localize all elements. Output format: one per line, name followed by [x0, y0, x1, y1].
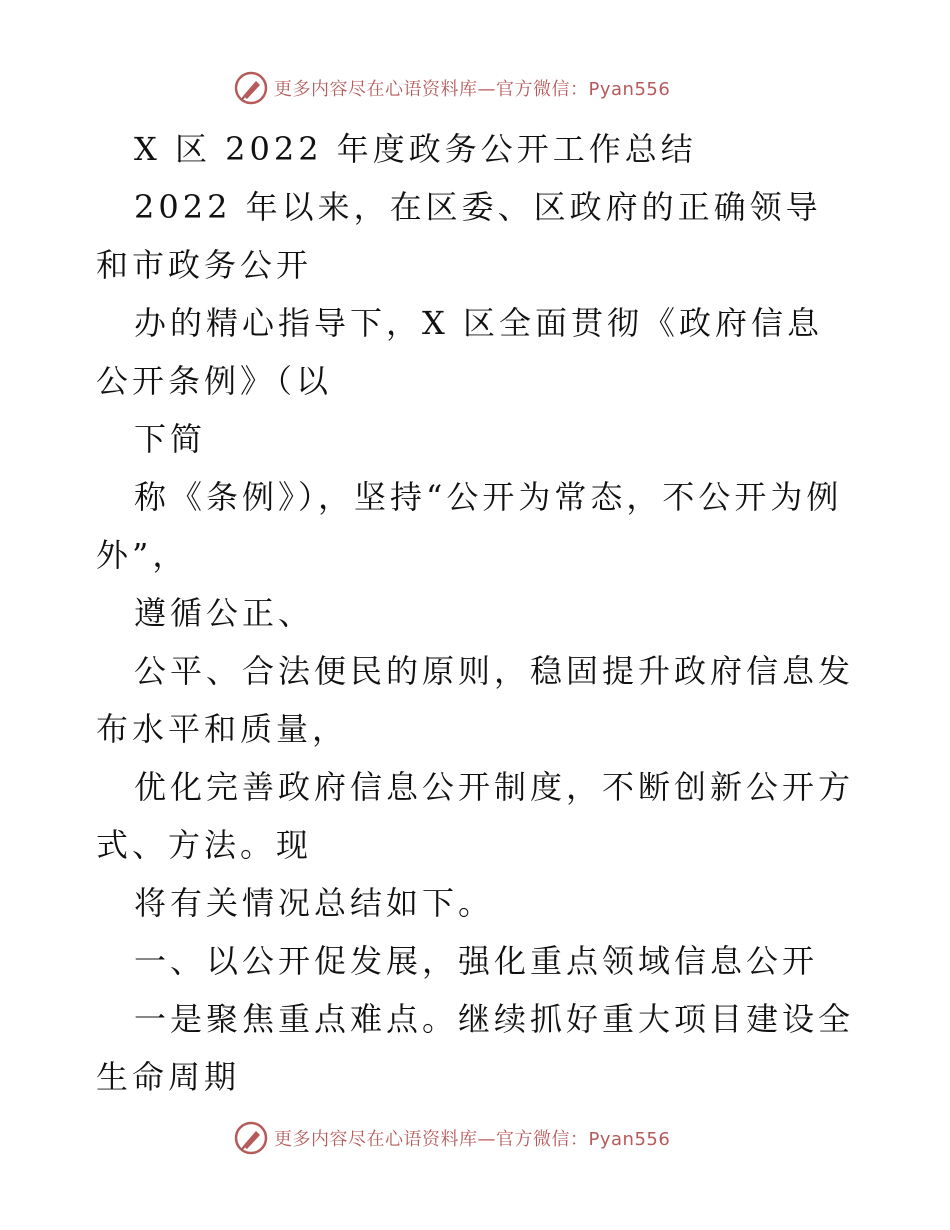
watermark-text: 更多内容尽在心语资料库—官方微信：Pyan556 [274, 1129, 671, 1150]
paragraph: 2022 年以来，在区委、区政府的正确领导和市政务公开 [96, 188, 822, 284]
footer-watermark [234, 1120, 754, 1156]
paragraph: 一是聚焦重点难点。继续抓好重大项目建设全生命周期 [96, 1000, 855, 1096]
watermark-text: 更多内容尽在心语资料库—官方微信：Pyan556 [274, 79, 671, 100]
document-title: X 区 2022 年度政务公开工作总结 [134, 130, 697, 168]
paragraph: 将有关情况总结如下。 [134, 884, 495, 922]
paragraph: 称《条例》），坚持“公开为常态，不公开为例外”， [96, 478, 843, 574]
document-body [96, 120, 856, 1106]
paragraph: 遵循公正、 [134, 594, 315, 632]
paragraph: 优化完善政府信息公开制度，不断创新公开方式、方法。现 [96, 768, 855, 864]
section-heading: 一、以公开促发展，强化重点领域信息公开 [134, 942, 819, 980]
pen-logo-icon [234, 1121, 268, 1155]
paragraph: 下简 [134, 420, 207, 458]
header-watermark [234, 70, 754, 106]
pen-logo-icon [234, 71, 268, 105]
paragraph: 办的精心指导下，X 区全面贯彻《政府信息公开条例》（以 [96, 304, 823, 400]
paragraph: 公平、合法便民的原则，稳固提升政府信息发布水平和质量， [96, 652, 855, 748]
